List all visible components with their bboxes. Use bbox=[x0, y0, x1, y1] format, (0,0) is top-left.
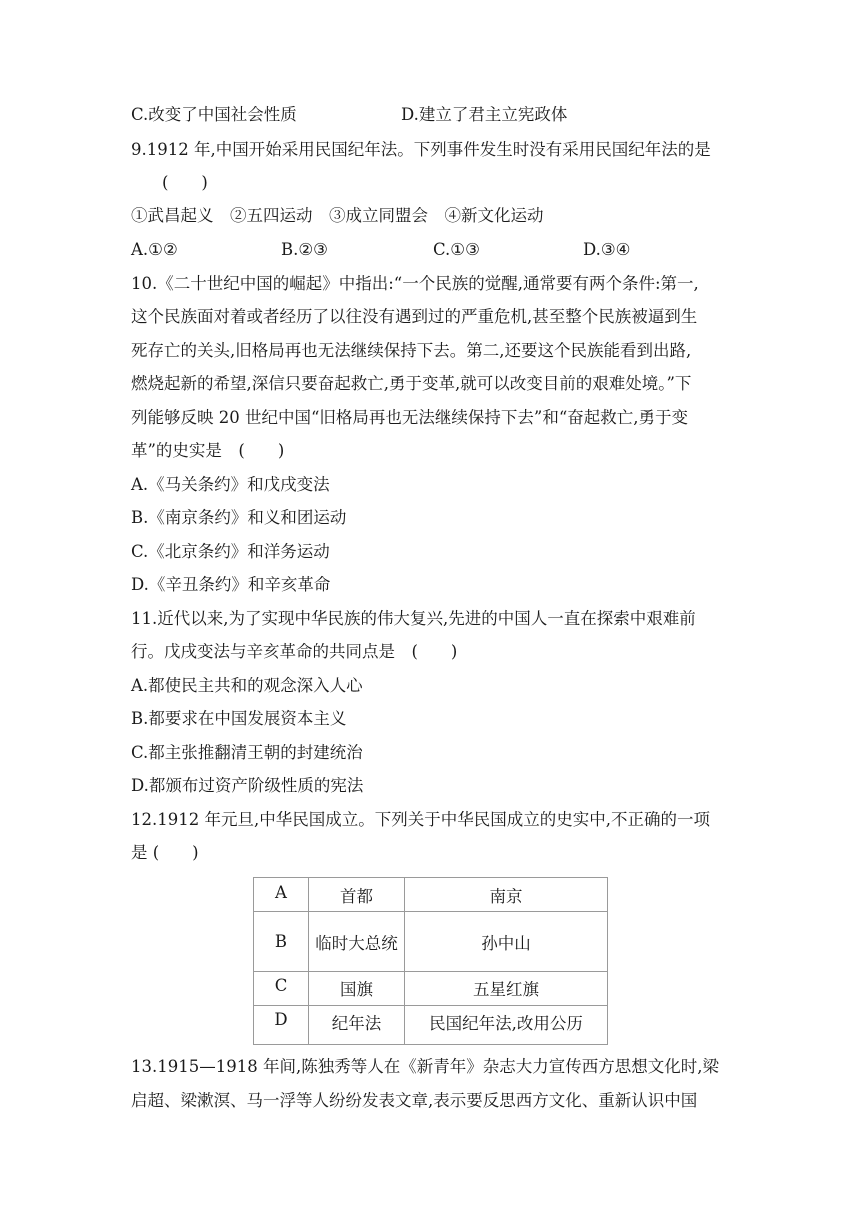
q9-option-d: D.③④ bbox=[583, 240, 631, 259]
q9-events: ①武昌起义 ②五四运动 ③成立同盟会 ④新文化运动 bbox=[131, 206, 544, 225]
table-cell: 临时大总统 bbox=[309, 912, 405, 972]
table-cell: B bbox=[254, 912, 309, 972]
q10-stem-line2: 这个民族面对着或者经历了以往没有遇到过的严重危机,甚至整个民族被逼到生 bbox=[131, 307, 698, 326]
table-row bbox=[254, 878, 608, 912]
q10-stem-line1: 10.《二十世纪中国的崛起》中指出:“一个民族的觉醒,通常要有两个条件:第一, bbox=[131, 274, 699, 293]
q10-stem-line3: 死存亡的关头,旧格局再也无法继续保持下去。第二,还要这个民族能看到出路, bbox=[131, 341, 692, 360]
table-cell: 纪年法 bbox=[309, 1006, 405, 1045]
q8-option-d: D.建立了君主立宪政体 bbox=[401, 105, 568, 124]
table-cell: C bbox=[254, 972, 309, 1006]
q12-stem-line1: 12.1912 年元旦,中华民国成立。下列关于中华民国成立的史实中,不正确的一项 bbox=[131, 810, 710, 829]
table-cell: A bbox=[254, 878, 309, 912]
q9-option-c: C.①③ bbox=[433, 240, 480, 259]
q8-option-c: C.改变了中国社会性质 bbox=[131, 105, 297, 124]
q11-option-c: C.都主张推翻清王朝的封建统治 bbox=[131, 743, 363, 762]
q13-stem-line2: 启超、梁漱溟、马一浮等人纷纷发表文章,表示要反思西方文化、重新认识中国 bbox=[131, 1091, 698, 1110]
q10-option-b: B.《南京条约》和义和团运动 bbox=[131, 508, 347, 527]
q11-option-a: A.都使民主共和的观念深入人心 bbox=[131, 676, 363, 695]
q13-stem-line1: 13.1915—1918 年间,陈独秀等人在《新青年》杂志大力宣传西方思想文化时,梁 bbox=[131, 1057, 719, 1076]
q11-option-b: B.都要求在中国发展资本主义 bbox=[131, 709, 347, 728]
q10-option-c: C.《北京条约》和洋务运动 bbox=[131, 542, 330, 561]
q10-stem-line5: 列能够反映 20 世纪中国“旧格局再也无法继续保持下去”和“奋起救亡,勇于变 bbox=[131, 408, 689, 427]
q11-stem-line2: 行。戊戌变法与辛亥革命的共同点是 ( ) bbox=[131, 642, 458, 661]
q9-stem-line1: 9.1912 年,中国开始采用民国纪年法。下列事件发生时没有采用民国纪年法的是 bbox=[131, 140, 711, 159]
table-row bbox=[254, 912, 608, 972]
q9-stem-line2: ( ) bbox=[162, 173, 208, 192]
table-cell: 国旗 bbox=[309, 972, 405, 1006]
q9-option-b: B.②③ bbox=[281, 240, 328, 259]
q12-stem-line2: 是 ( ) bbox=[131, 843, 199, 862]
table-row bbox=[254, 1006, 608, 1045]
table-cell: 南京 bbox=[405, 878, 608, 912]
q10-stem-line6: 革”的史实是 ( ) bbox=[131, 441, 285, 460]
q12-table bbox=[253, 877, 608, 1045]
q10-option-a: A.《马关条约》和戊戌变法 bbox=[131, 475, 330, 494]
table-cell: 民国纪年法,改用公历 bbox=[405, 1006, 608, 1045]
q10-stem-line4: 燃烧起新的希望,深信只要奋起救亡,勇于变革,就可以改变目前的艰难处境。”下 bbox=[131, 374, 692, 393]
q11-stem-line1: 11.近代以来,为了实现中华民族的伟大复兴,先进的中国人一直在探索中艰难前 bbox=[131, 609, 696, 628]
table-row bbox=[254, 972, 608, 1006]
table-cell: 首都 bbox=[309, 878, 405, 912]
table-cell: 孙中山 bbox=[405, 912, 608, 972]
table-cell: 五星红旗 bbox=[405, 972, 608, 1006]
table-cell: D bbox=[254, 1006, 309, 1045]
q11-option-d: D.都颁布过资产阶级性质的宪法 bbox=[131, 776, 364, 795]
q9-option-a: A.①② bbox=[131, 240, 178, 259]
q10-option-d: D.《辛丑条约》和辛亥革命 bbox=[131, 575, 331, 594]
